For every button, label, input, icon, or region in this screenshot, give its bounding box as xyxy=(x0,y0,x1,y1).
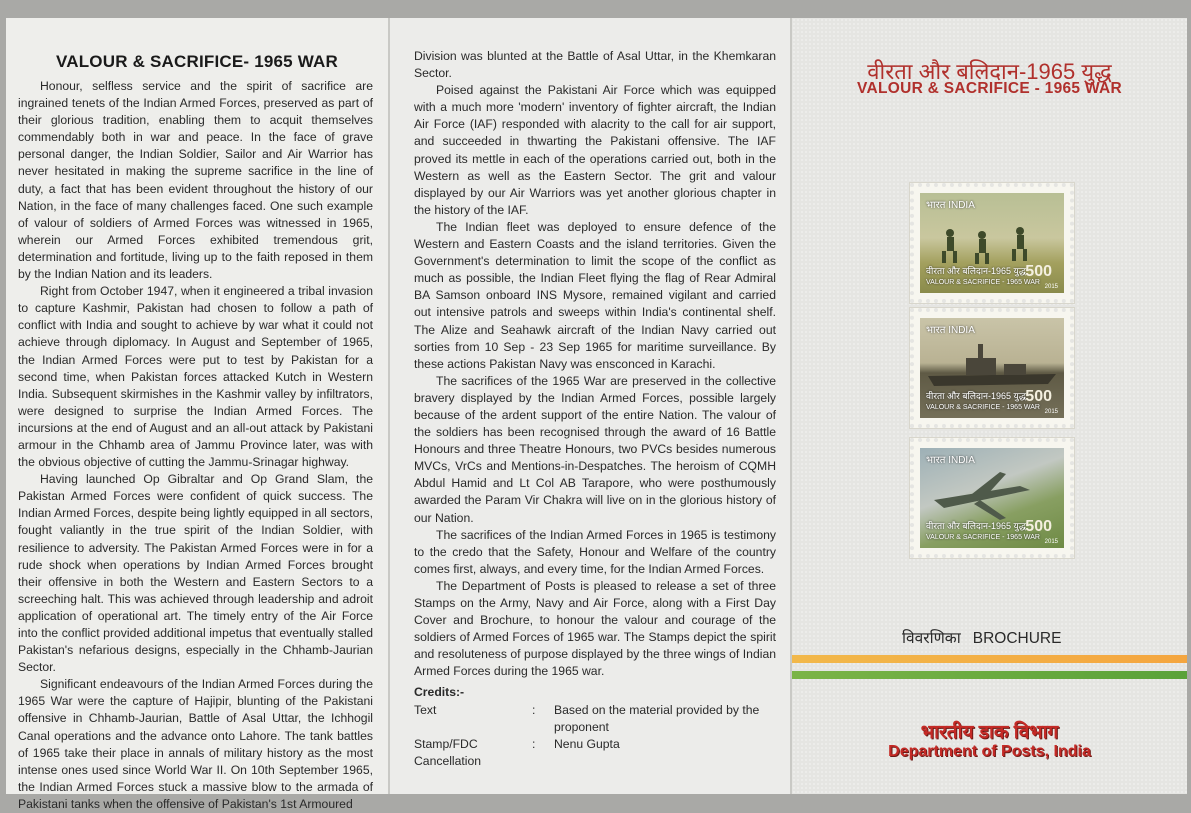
page-title: VALOUR & SACRIFICE- 1965 WAR xyxy=(55,52,339,71)
paragraph: The sacrifices of the Indian Armed Forces in 1965 is testimony to the credo that the Safety, Honour and Welfare of the country comes first, always, and every time, for the Indian Armed Forces. xyxy=(414,527,776,576)
stamp-caption-english: VALOUR & SACRIFICE - 1965 WAR xyxy=(926,534,1040,541)
stamp-caption-hindi: वीरता और बलिदान-1965 युद्ध xyxy=(926,521,1026,531)
credit-colon: : xyxy=(532,702,536,717)
credit-label: Stamp/FDC Cancellation xyxy=(414,736,482,768)
credit-row xyxy=(414,736,776,770)
paragraph: Poised against the Pakistani Air Force which was equipped with a much more 'modern' inventory of fighter aircraft, the Indian Air Force (IAF) responded with alacrity to the call for air support, and succeeded in thwarting the Pakistani offensive. The IAF proved its mettle in each of the operations carried out, both in the Western as well as the Eastern Sector. The grit and valour displayed by our Air Warriors was yet another glorious chapter in the history of the IAF. xyxy=(414,83,776,217)
credit-row xyxy=(414,702,776,736)
stamp-country: भारत INDIA xyxy=(926,200,975,211)
credit-value: Based on the material provided by the proponent xyxy=(554,702,760,734)
title-hindi: वीरता और बलिदान-1965 युद्ध xyxy=(867,59,1112,84)
title-english: VALOUR & SACRIFICE - 1965 WAR xyxy=(856,80,1123,97)
green-stripe xyxy=(792,671,1187,679)
paragraph: Significant endeavours of the Indian Armed Forces during the 1965 War were the capture of Hajipir, blunting of the Pakistani offensive in Chhamb-Jaurian, Battle of Asal Uttar, the Ichhogil Canal operations and the advance onto Lahore. The tank battles of 1965 take their place in annals of military history as the most intense ones used since World War II. On 10th September 1965, the Indian Armed Forces stuck a massive blow to the armada of Pakistani tanks when the offensive of Pakistan's 1st Armoured xyxy=(18,677,373,811)
stamp-value: 500 xyxy=(1025,518,1052,535)
paragraph: Honour, selfless service and the spirit of sacrifice are ingrained tenets of the Indian Armed Forces, preserved as part of their glorious tradition, enabling them to acquit themselves commendably both in war and peace. In the face of grave personal danger, the Indian Soldier, Sailor and Air Warrior has never hesitated in making the supreme sacrifice in the line of duty, a fact that has been evident throughout the history of our Nation, in the face of many challenges faced. One such example of valour of soldiers of Armed Forces was witnessed in 1965, wherein our Armed Forces exhibited tremendous grit, determination and fortitude, living up to the faith reposed in them by the Indian Nation and its leaders. xyxy=(18,79,373,282)
right-panel xyxy=(792,18,1187,794)
paragraph: The sacrifices of the 1965 War are preserved in the collective bravery displayed by the Indian Armed Forces, possible largely because of the ardent support of the entire Nation. The valour of the soldiers has been recognised through the award of 16 Battle Honours and three Theatre Honours, two PVCs besides numerous MVCs, VrCs and Mentions-in-Despatches. The heroism of CQMH Abdul Hamid and Lt Col AB Tarapore, who were posthumously awarded the Param Vir Chakra will live on in the glorious history of our Nation. xyxy=(414,373,776,525)
credits xyxy=(414,684,776,769)
paragraph: Right from October 1947, when it engineered a tribal invasion to capture Kashmir, Pakistan had chosen to follow a path of conflict with India and sought to achieve by war what it could not achieve through diplomacy. In August and September of 1965, the Indian Armed Forces were put to test by Pakistan for a second time, when Pakistan forces attacked Kutch in Western India. Subsequent skirmishes in the Kashmir valley by infiltrators, were designed to surprise the Indian Armed Forces. The incursions at the end of August and an all-out attack by Pakistani armour in the Chhamb area of Jammu Province later, was with the obvious objective of cutting the Jammu-Srinagar highway. xyxy=(18,284,373,470)
stamp-artwork-warship xyxy=(920,318,1064,418)
paragraph: Having launched Op Gibraltar and Op Grand Slam, the Pakistan Armed Forces were confident of quick success. The Indian Armed Forces, despite being lightly equipped in all sectors, fought valiantly in the true spirit of the Indian Soldier, with resilience to adversity. The Pakistan Armed Forces were in for a rude shock when operations by Indian Armed Forces brought their offensive in both the Western and Eastern Sectors to a screeching halt. This was achieved through leadership and adroit application of operational art. The timely entry of the Air Force into the conflict provided additional impetus that eventually stalled Pakistan's nefarious designs, especially in the Chhamb-Jaurian Sector. xyxy=(18,472,373,675)
department-name-english: Department of Posts, India xyxy=(888,743,1091,760)
brochure-label xyxy=(902,626,1073,648)
middle-panel xyxy=(390,18,790,794)
stamp-navy xyxy=(910,308,1074,428)
credit-colon: : xyxy=(532,736,536,751)
stamp-artwork-soldiers xyxy=(920,193,1064,293)
stamp-year: 2015 xyxy=(1044,284,1058,290)
stamp-value: 500 xyxy=(1025,263,1052,280)
stamp-artwork-jet xyxy=(920,448,1064,548)
left-text-column xyxy=(18,78,373,813)
brochure-label-english: BROCHURE xyxy=(972,630,1062,647)
department-name-hindi: भारतीय डाक विभाग xyxy=(920,722,1059,743)
middle-text-column xyxy=(414,48,776,770)
credit-value: Nenu Gupta xyxy=(554,736,620,751)
brochure-label-hindi: विवरणिका xyxy=(902,630,961,647)
stamp-air-force xyxy=(910,438,1074,558)
stamp-year: 2015 xyxy=(1044,409,1058,415)
credits-title: Credits:- xyxy=(414,685,465,700)
paragraph: The Indian fleet was deployed to ensure defence of the Western and Eastern Coasts and the island territories. Given the Government's determination to limit the scope of the conflict as much as possible, the Indian Fleet flying the flag of Rear Admiral BA Samson onboard INS Mysore, remained vigilant and carried out intensive patrols and sweeps within India's continental shelf. The Alize and Seahawk aircraft of the Indian Navy carried out sorties from 10 Sep - 23 Sep 1965 for maritime surveillance. By these actions Pakistan Navy was ensconced in Karachi. xyxy=(414,219,776,371)
left-panel xyxy=(6,18,388,811)
credit-label: Text xyxy=(414,702,437,717)
paragraph: Division was blunted at the Battle of Asal Uttar, in the Khemkaran Sector. xyxy=(414,49,776,81)
stamp-caption-hindi: वीरता और बलिदान-1965 युद्ध xyxy=(926,391,1026,401)
stamp-caption-english: VALOUR & SACRIFICE - 1965 WAR xyxy=(926,404,1040,411)
stamp-army xyxy=(910,183,1074,303)
stamp-country: भारत INDIA xyxy=(926,455,975,466)
stamp-country: भारत INDIA xyxy=(926,325,975,336)
stamp-value: 500 xyxy=(1025,388,1052,405)
stamp-caption-english: VALOUR & SACRIFICE - 1965 WAR xyxy=(926,279,1040,286)
saffron-stripe xyxy=(792,655,1187,663)
stamp-caption-hindi: वीरता और बलिदान-1965 युद्ध xyxy=(926,266,1026,276)
stamp-year: 2015 xyxy=(1044,539,1058,545)
paragraph: The Department of Posts is pleased to release a set of three Stamps on the Army, Navy and Air Force, along with a First Day Cover and Brochure, to honour the valour and courage of the soldiers of Armed Forces of 1965 war. The Stamps depict the spirit and resoluteness of purpose displayed by the three wings of Indian Armed Forces during the 1965 war. xyxy=(414,578,776,679)
